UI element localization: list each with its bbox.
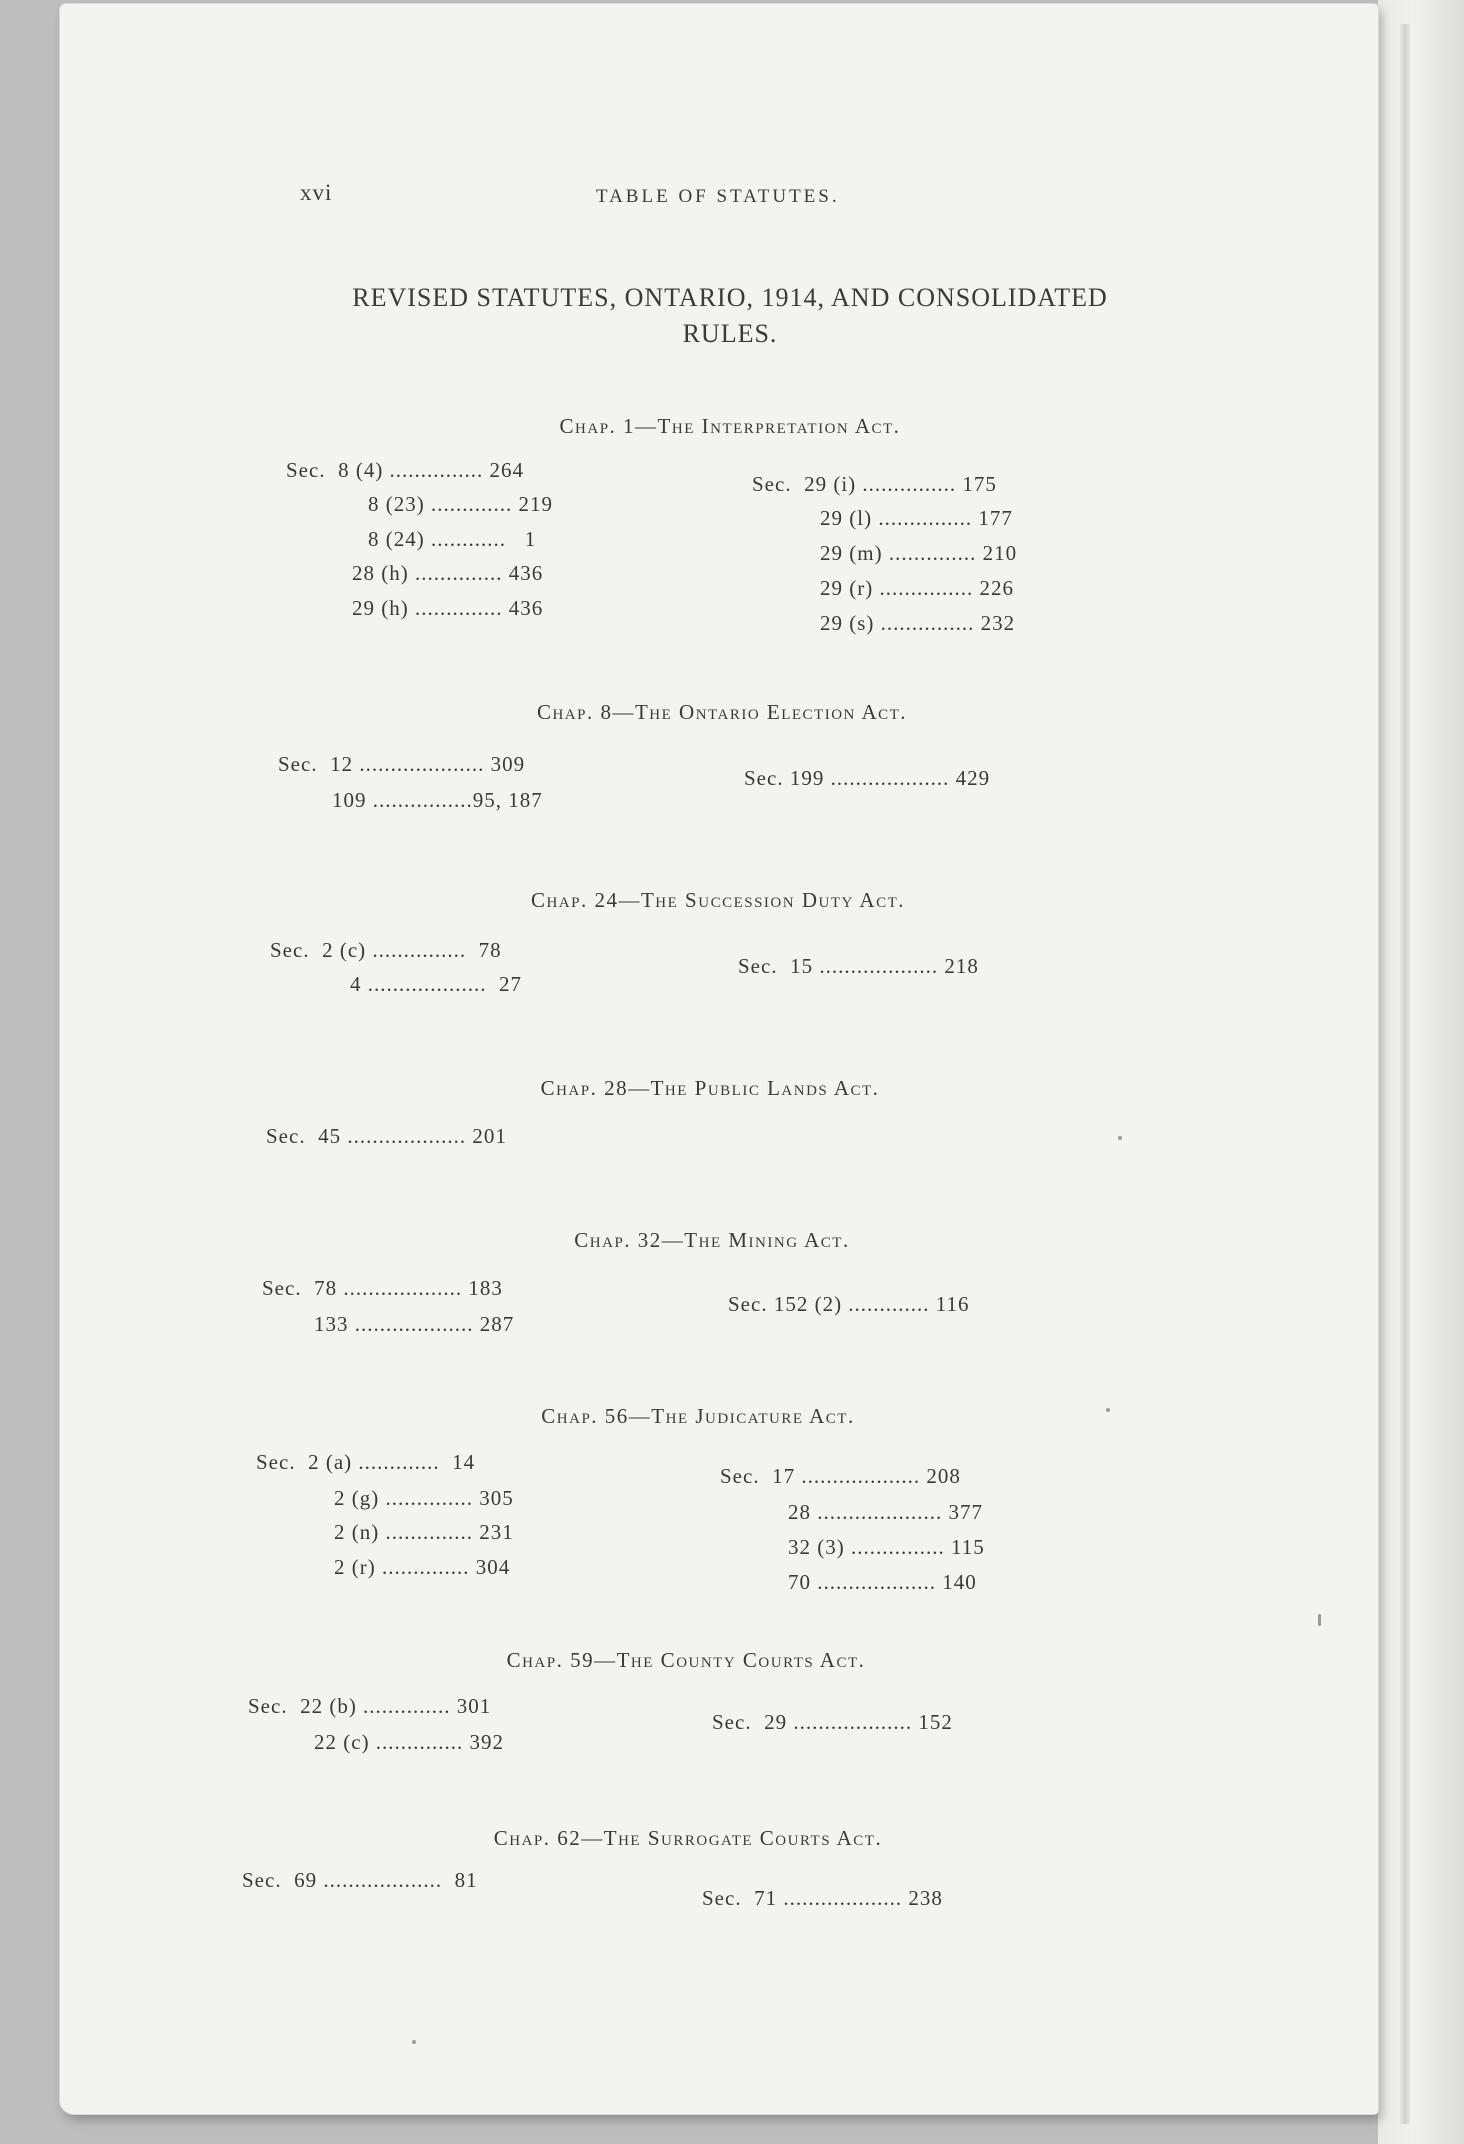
table-entry: 4 ................... 27 (350, 972, 522, 996)
chapter-heading: Chap. 24—The Succession Duty Act. (530, 888, 906, 912)
scan-speck (1118, 1136, 1122, 1140)
table-entry: Sec. 22 (b) .............. 301 (248, 1694, 492, 1718)
table-entry: Sec. 2 (a) ............. 14 (256, 1450, 476, 1474)
page-number: xvi (300, 180, 333, 205)
chapter-heading: Chap. 8—The Ontario Election Act. (536, 700, 908, 724)
table-entry: Sec. 152 (2) ............. 116 (728, 1292, 970, 1316)
table-entry: 8 (24) ............ 1 (368, 527, 537, 551)
table-entry: 133 ................... 287 (314, 1312, 515, 1336)
chapter-heading: Chap. 59—The County Courts Act. (506, 1648, 866, 1672)
table-entry: 28 (h) .............. 436 (352, 561, 544, 585)
chapter-heading: Chap. 32—The Mining Act. (574, 1228, 850, 1252)
facing-page-edge (1378, 0, 1464, 2144)
table-entry: Sec. 8 (4) ............... 264 (286, 458, 525, 482)
chapter-heading: Chap. 28—The Public Lands Act. (540, 1076, 880, 1100)
table-entry: Sec. 17 ................... 208 (720, 1464, 961, 1488)
chapter-heading: Chap. 1—The Interpretation Act. (559, 414, 901, 438)
table-entry: Sec. 2 (c) ............... 78 (270, 938, 502, 962)
table-entry: 29 (h) .............. 436 (352, 596, 544, 620)
table-entry: 2 (g) .............. 305 (334, 1486, 514, 1510)
table-entry: 22 (c) .............. 392 (314, 1730, 505, 1754)
table-entry: Sec. 45 ................... 201 (266, 1124, 507, 1148)
scan-speck (1106, 1408, 1110, 1412)
title-line-2: RULES. (682, 319, 778, 348)
document-title (290, 280, 1170, 352)
table-entry: 29 (m) .............. 210 (820, 541, 1018, 565)
chapter-heading: Chap. 56—The Judicature Act. (541, 1404, 855, 1428)
scan-speck (1318, 1614, 1321, 1626)
table-entry: 2 (n) .............. 231 (334, 1520, 514, 1544)
table-entry: 29 (l) ............... 177 (820, 506, 1013, 530)
table-entry: 32 (3) ............... 115 (788, 1535, 985, 1559)
page-gutter (1400, 24, 1410, 2124)
scan-speck (412, 2040, 416, 2044)
table-entry: Sec. 69 ................... 81 (242, 1868, 478, 1892)
title-line-1: REVISED STATUTES, ONTARIO, 1914, AND CONSOLIDATED (352, 283, 1108, 312)
table-entry: 29 (r) ............... 226 (820, 576, 1014, 600)
table-entry: Sec. 78 ................... 183 (262, 1276, 503, 1300)
table-entry: 28 .................... 377 (788, 1500, 983, 1524)
running-title: TABLE OF STATUTES. (596, 186, 840, 207)
table-entry: Sec. 12 .................... 309 (278, 752, 526, 776)
table-entry: 8 (23) ............. 219 (368, 492, 553, 516)
table-entry: Sec. 29 ................... 152 (712, 1710, 953, 1734)
table-entry: Sec. 29 (i) ............... 175 (752, 472, 997, 496)
table-entry: 109 ................95, 187 (332, 788, 543, 812)
table-entry: Sec. 15 ................... 218 (738, 954, 979, 978)
table-entry: 29 (s) ............... 232 (820, 611, 1016, 635)
table-entry: 2 (r) .............. 304 (334, 1555, 511, 1579)
table-entry: Sec. 71 ................... 238 (702, 1886, 943, 1910)
chapter-heading: Chap. 62—The Surrogate Courts Act. (493, 1826, 883, 1850)
table-entry: 70 ................... 140 (788, 1570, 977, 1594)
table-entry: Sec. 199 ................... 429 (744, 766, 991, 790)
